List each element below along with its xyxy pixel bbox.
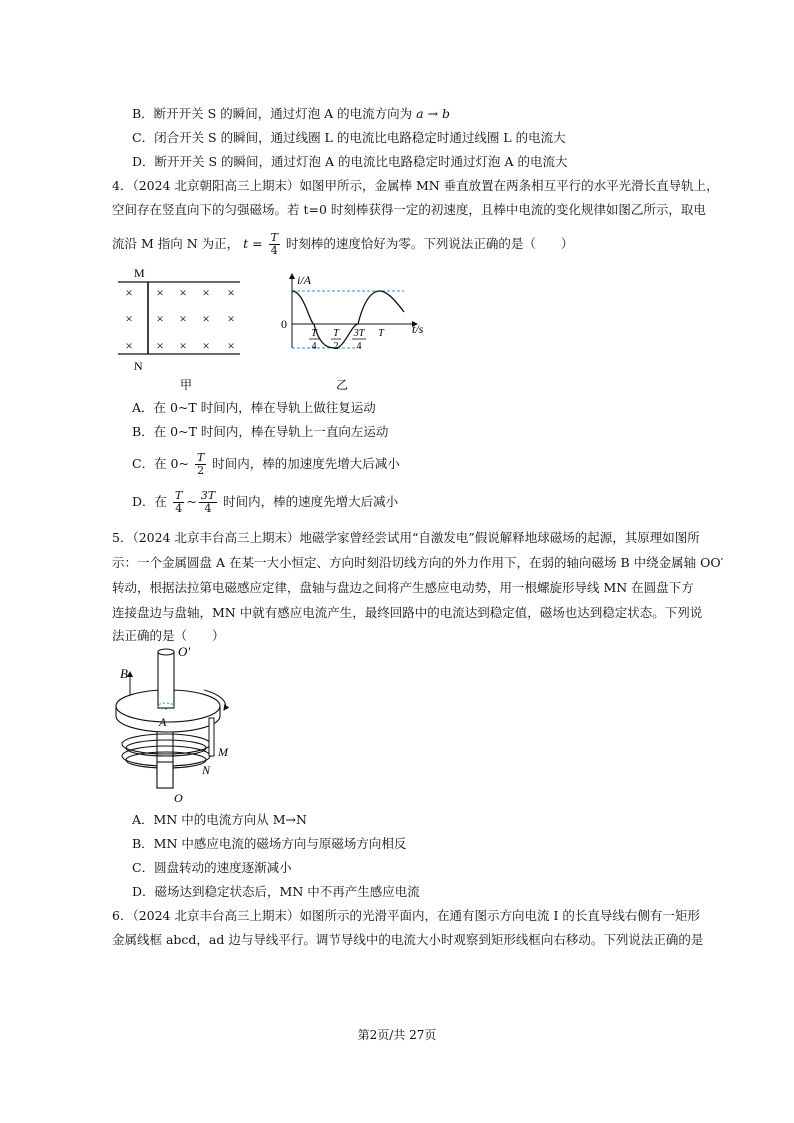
x-axis-label: t/s: [412, 322, 424, 336]
q4-stem-line3: [112, 230, 573, 258]
q5-stem-line3: 转动，根据法拉第电磁感应定律，盘轴与盘边之间将产生感应电动势，用一根螺旋形导线 MN 在圆盘下方: [112, 580, 694, 595]
q4-option-c-fraction: [195, 452, 206, 477]
cross-mark: ×: [202, 338, 210, 353]
label-b: B: [120, 666, 128, 681]
cross-mark: ×: [125, 338, 133, 353]
q4-option-c-den: 2: [197, 464, 205, 477]
q4-figure-jia: [112, 264, 252, 394]
origin-label: 0: [281, 317, 287, 331]
wire-m: [209, 718, 214, 756]
axle-lower-front: [157, 762, 173, 788]
q3-option-d: D．断开开关 S 的瞬间，通过灯泡 A 的电流比电路稳定时通过灯泡 A 的电流大: [132, 154, 568, 169]
q3-option-b-text: B．断开开关 S 的瞬间，通过灯泡 A 的电流方向为: [132, 106, 413, 121]
cross-mark: ×: [202, 285, 210, 300]
q5-disc-dynamo-figure: [108, 644, 248, 804]
q5-option-b: B．MN 中感应电流的磁场方向与原磁场方向相反: [132, 836, 407, 851]
q4-option-d-fraction2: [199, 490, 217, 515]
label-m: M: [218, 745, 228, 759]
q6-stem-line2: 金属线框 abcd，ad 边与导线平行。调节导线中的电流大小时观察到矩形线框向右移动。下列说法正确的是: [112, 932, 704, 947]
q4-option-c-post: 时间内，棒的加速度先增大后减小: [212, 456, 400, 471]
cross-mark: ×: [156, 311, 164, 326]
cross-mark: ×: [227, 311, 235, 326]
cross-mark: ×: [227, 285, 235, 300]
tick-t2-num: T: [333, 328, 339, 339]
q5-stem-line5: 法正确的是（ ）: [112, 628, 225, 643]
q5-stem-line4: 连接盘边与盘轴，MN 中就有感应电流产生，最终回路中的电流达到稳定值，磁场也达到稳定状态。下列说: [112, 605, 703, 620]
label-o: O: [174, 791, 183, 804]
cross-mark: ×: [179, 311, 187, 326]
q4-option-a: A．在 0~T 时间内，棒在导轨上做往复运动: [132, 400, 376, 415]
fig-jia-caption: 甲: [180, 378, 193, 392]
q4-stem-fraction: [269, 232, 280, 257]
tick-t4-num: T: [311, 328, 317, 339]
q4-option-d-den1: 4: [175, 502, 183, 515]
fig-jia-label-m: M: [134, 266, 145, 280]
q4-option-d: [132, 488, 398, 516]
q4-stem-line1: 4．（2024 北京朝阳高三上期末）如图甲所示，金属棒 MN 垂直放置在两条相互平行的水平光滑长直导轨上，: [112, 178, 719, 193]
q4-stem-frac-den: 4: [270, 244, 278, 257]
current-curve: [292, 291, 404, 348]
q4-option-c: [132, 450, 400, 478]
q4-option-d-pre: D．在: [132, 494, 168, 509]
q4-stem-line3-pre: 流沿 M 指向 N 为正，: [112, 236, 240, 251]
q4-option-d-post: 时间内，棒的速度先增大后减小: [223, 494, 399, 509]
q4-option-c-num: T: [196, 451, 205, 464]
q4-stem-line3-post: 时刻棒的速度恰好为零。下列说法正确的是（ ）: [285, 236, 574, 251]
q4-stem-line2: 空间存在竖直向下的匀强磁场。若 t=0 时刻棒获得一定的初速度，且棒中电流的变化规律如图乙所示，取电: [112, 202, 706, 217]
q4-option-b: B．在 0~T 时间内，棒在导轨上一直向左运动: [132, 424, 389, 439]
q4-figure-yi: [272, 264, 442, 394]
q4-option-d-fraction1: [173, 490, 184, 515]
axle-upper: [158, 652, 174, 708]
cross-mark: ×: [179, 338, 187, 353]
tick-t4-den: 4: [311, 341, 317, 352]
q3-option-b-math: a → b: [416, 106, 451, 121]
cross-mark: ×: [125, 311, 133, 326]
q6-stem-line1: 6．（2024 北京丰台高三上期末）如图所示的光滑平面内，在通有图示方向电流 I 的长直导线右侧有一矩形: [112, 908, 700, 923]
cross-mark: ×: [227, 338, 235, 353]
tick-3t4-num: 3T: [353, 328, 365, 339]
fig-jia-label-n: N: [134, 359, 143, 373]
label-o-prime: O′: [178, 644, 191, 659]
axle-top: [158, 649, 174, 655]
cross-mark: ×: [125, 285, 133, 300]
label-a: A: [159, 715, 167, 729]
cross-mark: ×: [156, 338, 164, 353]
label-n: N: [202, 763, 211, 777]
q5-option-d: D．磁场达到稳定状态后，MN 中不再产生感应电流: [132, 884, 420, 899]
q4-option-d-den2: 4: [204, 502, 212, 515]
cross-mark: ×: [202, 311, 210, 326]
q5-stem-line2: 示：一个金属圆盘 A 在某一大小恒定、方向时刻沿切线方向的外力作用下，在弱的轴向磁场 B 中绕金属轴 OO′: [112, 555, 724, 570]
y-axis-label: i/A: [297, 273, 311, 287]
q4-stem-t: t =: [243, 236, 263, 251]
cross-mark: ×: [156, 285, 164, 300]
fig-yi-caption: 乙: [336, 378, 349, 392]
q4-option-d-tilde: ~: [186, 494, 197, 509]
q5-option-c: C．圆盘转动的速度逐渐减小: [132, 860, 292, 875]
tick-t2-den: 2: [333, 341, 339, 352]
tick-3t4-den: 4: [356, 341, 362, 352]
page-footer: 第2页/共 27页: [357, 1028, 437, 1042]
q5-stem-line1: 5．（2024 北京丰台高三上期末）地磁学家曾经尝试用“自激发电”假说解释地球磁场的起源，其原理如图所: [112, 530, 700, 545]
q3-option-c: C．闭合开关 S 的瞬间，通过线圈 L 的电流比电路稳定时通过线圈 L 的电流大: [132, 130, 566, 145]
cross-mark: ×: [179, 285, 187, 300]
q5-option-a: A．MN 中的电流方向从 M→N: [132, 812, 307, 827]
q4-option-d-num2: 3T: [200, 489, 216, 502]
q4-option-c-pre: C．在 0~: [132, 456, 189, 471]
q4-stem-frac-num: T: [270, 231, 278, 244]
q4-option-d-num1: T: [175, 489, 183, 502]
q3-option-b: [132, 106, 450, 122]
magnetic-field-crosses: [125, 285, 234, 353]
tick-t: T: [378, 328, 384, 339]
